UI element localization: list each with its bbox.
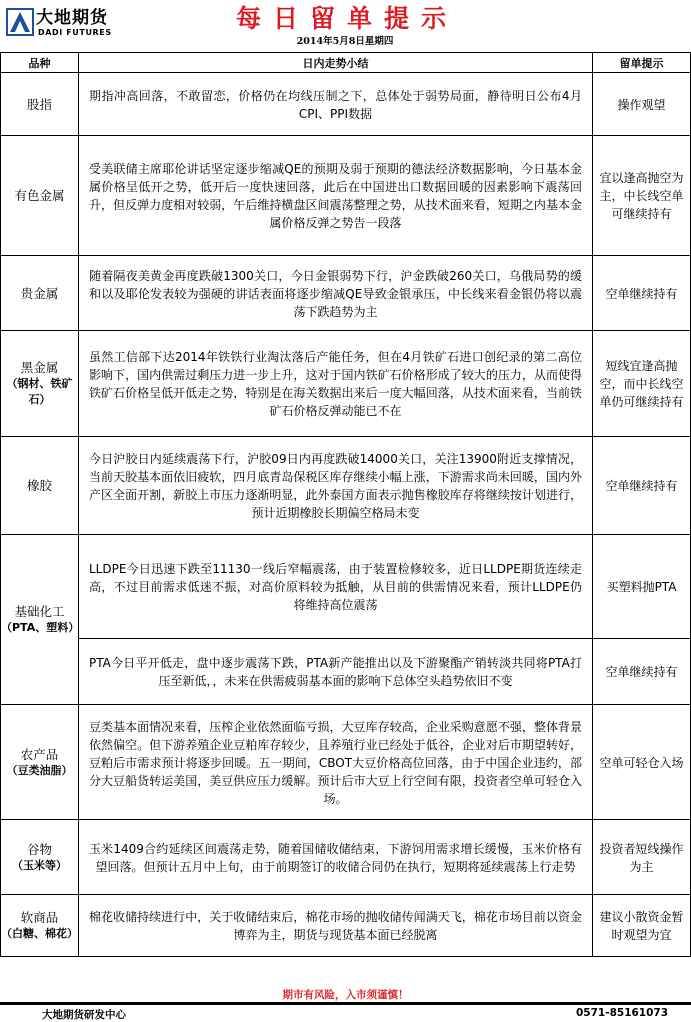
product-name: 贵金属: [20, 285, 59, 301]
column-header-advice: 留单提示: [619, 56, 664, 70]
advice-text: 操作观望: [617, 97, 666, 112]
summary-cell: [79, 437, 593, 534]
advice-cell: [593, 437, 690, 534]
summary-cell: [79, 895, 593, 956]
advice-text: 空单继续持有: [605, 665, 678, 679]
summary-cell: [79, 535, 593, 704]
advice-cell: [593, 73, 690, 135]
table-row: [1, 256, 690, 331]
summary-text: 今日沪胶日内延续震荡下行，沪胶09日内再度跌破14000关口，关注13900附近支撑情况，当前天胶基本面依旧疲软，四月底青岛保税区库存继续小幅上涨，下游需求尚未回暖，国内外产区全面开割，新胶上市压力逐渐明显，此外泰国方面表示抛售橡胶库存将继续按计划进行，预计近期橡胶长期偏空格局未变: [89, 452, 582, 520]
logo-chinese-name: 大地期货: [36, 8, 108, 28]
advice-cell: [593, 820, 690, 894]
advice-text: 空单继续持有: [605, 286, 678, 301]
product-cell: [1, 331, 79, 436]
product-name: 谷物: [26, 841, 52, 857]
product-cell: [1, 535, 79, 704]
product-cell: [1, 705, 79, 819]
summary-cell: [79, 136, 593, 255]
product-subcategory: （白糖、棉花）: [1, 927, 78, 940]
advice-text: 投资者短线操作为主: [599, 841, 684, 874]
page-header: [0, 0, 691, 52]
summary-text: 虽然工信部下达2014年铁铁行业淘汰落后产能任务，但在4月铁矿石进口创纪录的第二高位影响下，国内供需过剩压力进一步上升，这对于国内铁矿石价格形成了较大的压力，从而使得铁矿石价格呈低开低走之势，特别是在海关数据出来后一度大幅回落，从技术面来看，当前铁矿石价格反弹动能已不在: [89, 350, 582, 418]
summary-text: LLDPE今日迅速下跌至11130一线后窄幅震荡，由于装置检修较多，近日LLDPE期货连续走高，不过目前需求低迷不振，对高价原料较为抵触，从目前的供需情况来看，预计LLDPE仍将维持高位震荡: [89, 561, 582, 612]
product-name: 农产品: [20, 746, 59, 762]
table-row: [1, 535, 690, 705]
table-row: [1, 136, 690, 256]
footer-phone: 0571-85161073: [576, 1007, 669, 1019]
advice-table: [0, 52, 691, 957]
summary-cell: [79, 256, 593, 330]
advice-text: 短线宜逢高抛空，而中长线空单仍可继续持有: [599, 359, 684, 409]
table-row: [1, 331, 690, 437]
product-cell: [1, 820, 79, 894]
summary-text: PTA今日平开低走，盘中逐步震荡下跌，PTA新产能推出以及下游聚酯产销转淡共同将PTA打压至新低，，未来在供需疲弱基本面的影响下总体空头趋势依旧不变: [89, 656, 582, 688]
advice-cell: [593, 705, 690, 819]
page-title: 每日留单提示: [235, 4, 458, 33]
product-name: 橡胶: [26, 478, 52, 493]
summary-text: 玉米1409合约延续区间震荡走势，随着国储收储结束，下游饲用需求增长缓慢，玉米价格有望回落。但预计五月中上旬，由于前期签订的收储合同仍在执行，短期将延续震荡上行走势: [89, 841, 582, 874]
column-header-summary: 日内走势小结: [79, 53, 593, 72]
table-row: [1, 73, 690, 136]
table-row: [1, 820, 690, 895]
table-header-row: [1, 53, 690, 73]
advice-cell: [593, 535, 690, 704]
advice-text: 空单继续持有: [605, 479, 678, 493]
logo-english-name: DADI FUTURES: [38, 28, 112, 37]
advice-text: 空单可轻仓入场: [599, 755, 684, 770]
product-subcategory: （玉米等）: [12, 858, 67, 872]
logo-mark-icon: [6, 8, 34, 36]
product-subcategory: （豆类油脂）: [6, 763, 73, 777]
product-cell: [1, 136, 79, 255]
table-row: [1, 895, 690, 957]
summary-text: 随着隔夜美黄金再度跌破1300关口，今日金银弱势下行，沪金跌破260关口，乌俄局势的缓和以及耶伦发表较为强硬的讲话表面将逐步缩减QE导致金银承压，中长线来看金银仍将以震荡下跌趋势为主: [89, 268, 582, 319]
summary-cell: [79, 820, 593, 894]
advice-text: 建议小散资金暂时观望为宜: [599, 910, 684, 942]
company-logo: [6, 8, 124, 38]
table-row: [1, 437, 690, 535]
page-footer: [0, 1002, 691, 1021]
advice-cell: [593, 136, 690, 255]
column-header-product: 品种: [1, 53, 79, 72]
product-name: 有色金属: [14, 188, 65, 203]
product-name: 软商品: [20, 910, 59, 925]
product-name: 基础化工: [14, 604, 65, 619]
product-name: 黑金属: [20, 360, 59, 375]
summary-text: 豆类基本面情况来看，压榨企业依然面临亏损，大豆库存较高，企业采购意愿不强，整体背景依然偏空。但下游养殖企业豆粕库存较少，且养殖行业已经处于低谷，企业对后市期望转好，豆粕后市需求预计将逐步回暖。五一期间，CBOT大豆价格高位回落，由于中国企业违约，部分大豆船货转运美国，美豆供应压力缓解。预计后市大豆上行空间有限，投资者空单可轻仓入场。: [89, 719, 582, 806]
product-subcategory: （PTA、塑料）: [1, 621, 80, 634]
summary-cell: [79, 705, 593, 819]
summary-text: 期指冲高回落，不敢留恋，价格仍在均线压制之下，总体处于弱势局面，静待明日公布4月CPI、PPI数据: [89, 88, 582, 121]
advice-text: 买塑料抛PTA: [606, 579, 677, 594]
summary-cell: [79, 73, 593, 135]
product-subcategory: （钢材、铁矿石）: [6, 377, 73, 406]
product-cell: [1, 895, 79, 956]
product-cell: [1, 437, 79, 534]
product-cell: [1, 256, 79, 330]
advice-cell: [593, 331, 690, 436]
report-date: 2014年5月8日星期四: [296, 36, 394, 47]
advice-text: 宜以逢高抛空为主，中长线空单可继续持有: [599, 171, 684, 221]
advice-cell: [593, 895, 690, 956]
product-cell: [1, 73, 79, 135]
table-row: [1, 705, 690, 820]
summary-cell: [79, 331, 593, 436]
product-name: 股指: [26, 96, 52, 112]
summary-text: 受美联储主席耶伦讲话坚定逐步缩减QE的预期及弱于预期的德法经济数据影响，今日基本金属价格呈低开之势，低开后一度快速回落，此后在中国进出口数据回暖的因素影响下震荡回升，但反弹力度相对较弱，午后维持横盘区间震荡整理之势，从技术面来看，短期之内基本金属价格反弹之势告一段落: [89, 162, 582, 230]
footer-organization: 大地期货研发中心: [42, 1009, 126, 1021]
advice-cell: [593, 256, 690, 330]
summary-text: 棉花收储持续进行中，关于收储结束后，棉花市场的抛收储传闻满天飞，棉花市场目前以资金博弈为主，期货与现货基本面已经脱离: [89, 910, 582, 942]
risk-warning: 期市有风险，入市须谨慎！: [282, 989, 409, 1001]
